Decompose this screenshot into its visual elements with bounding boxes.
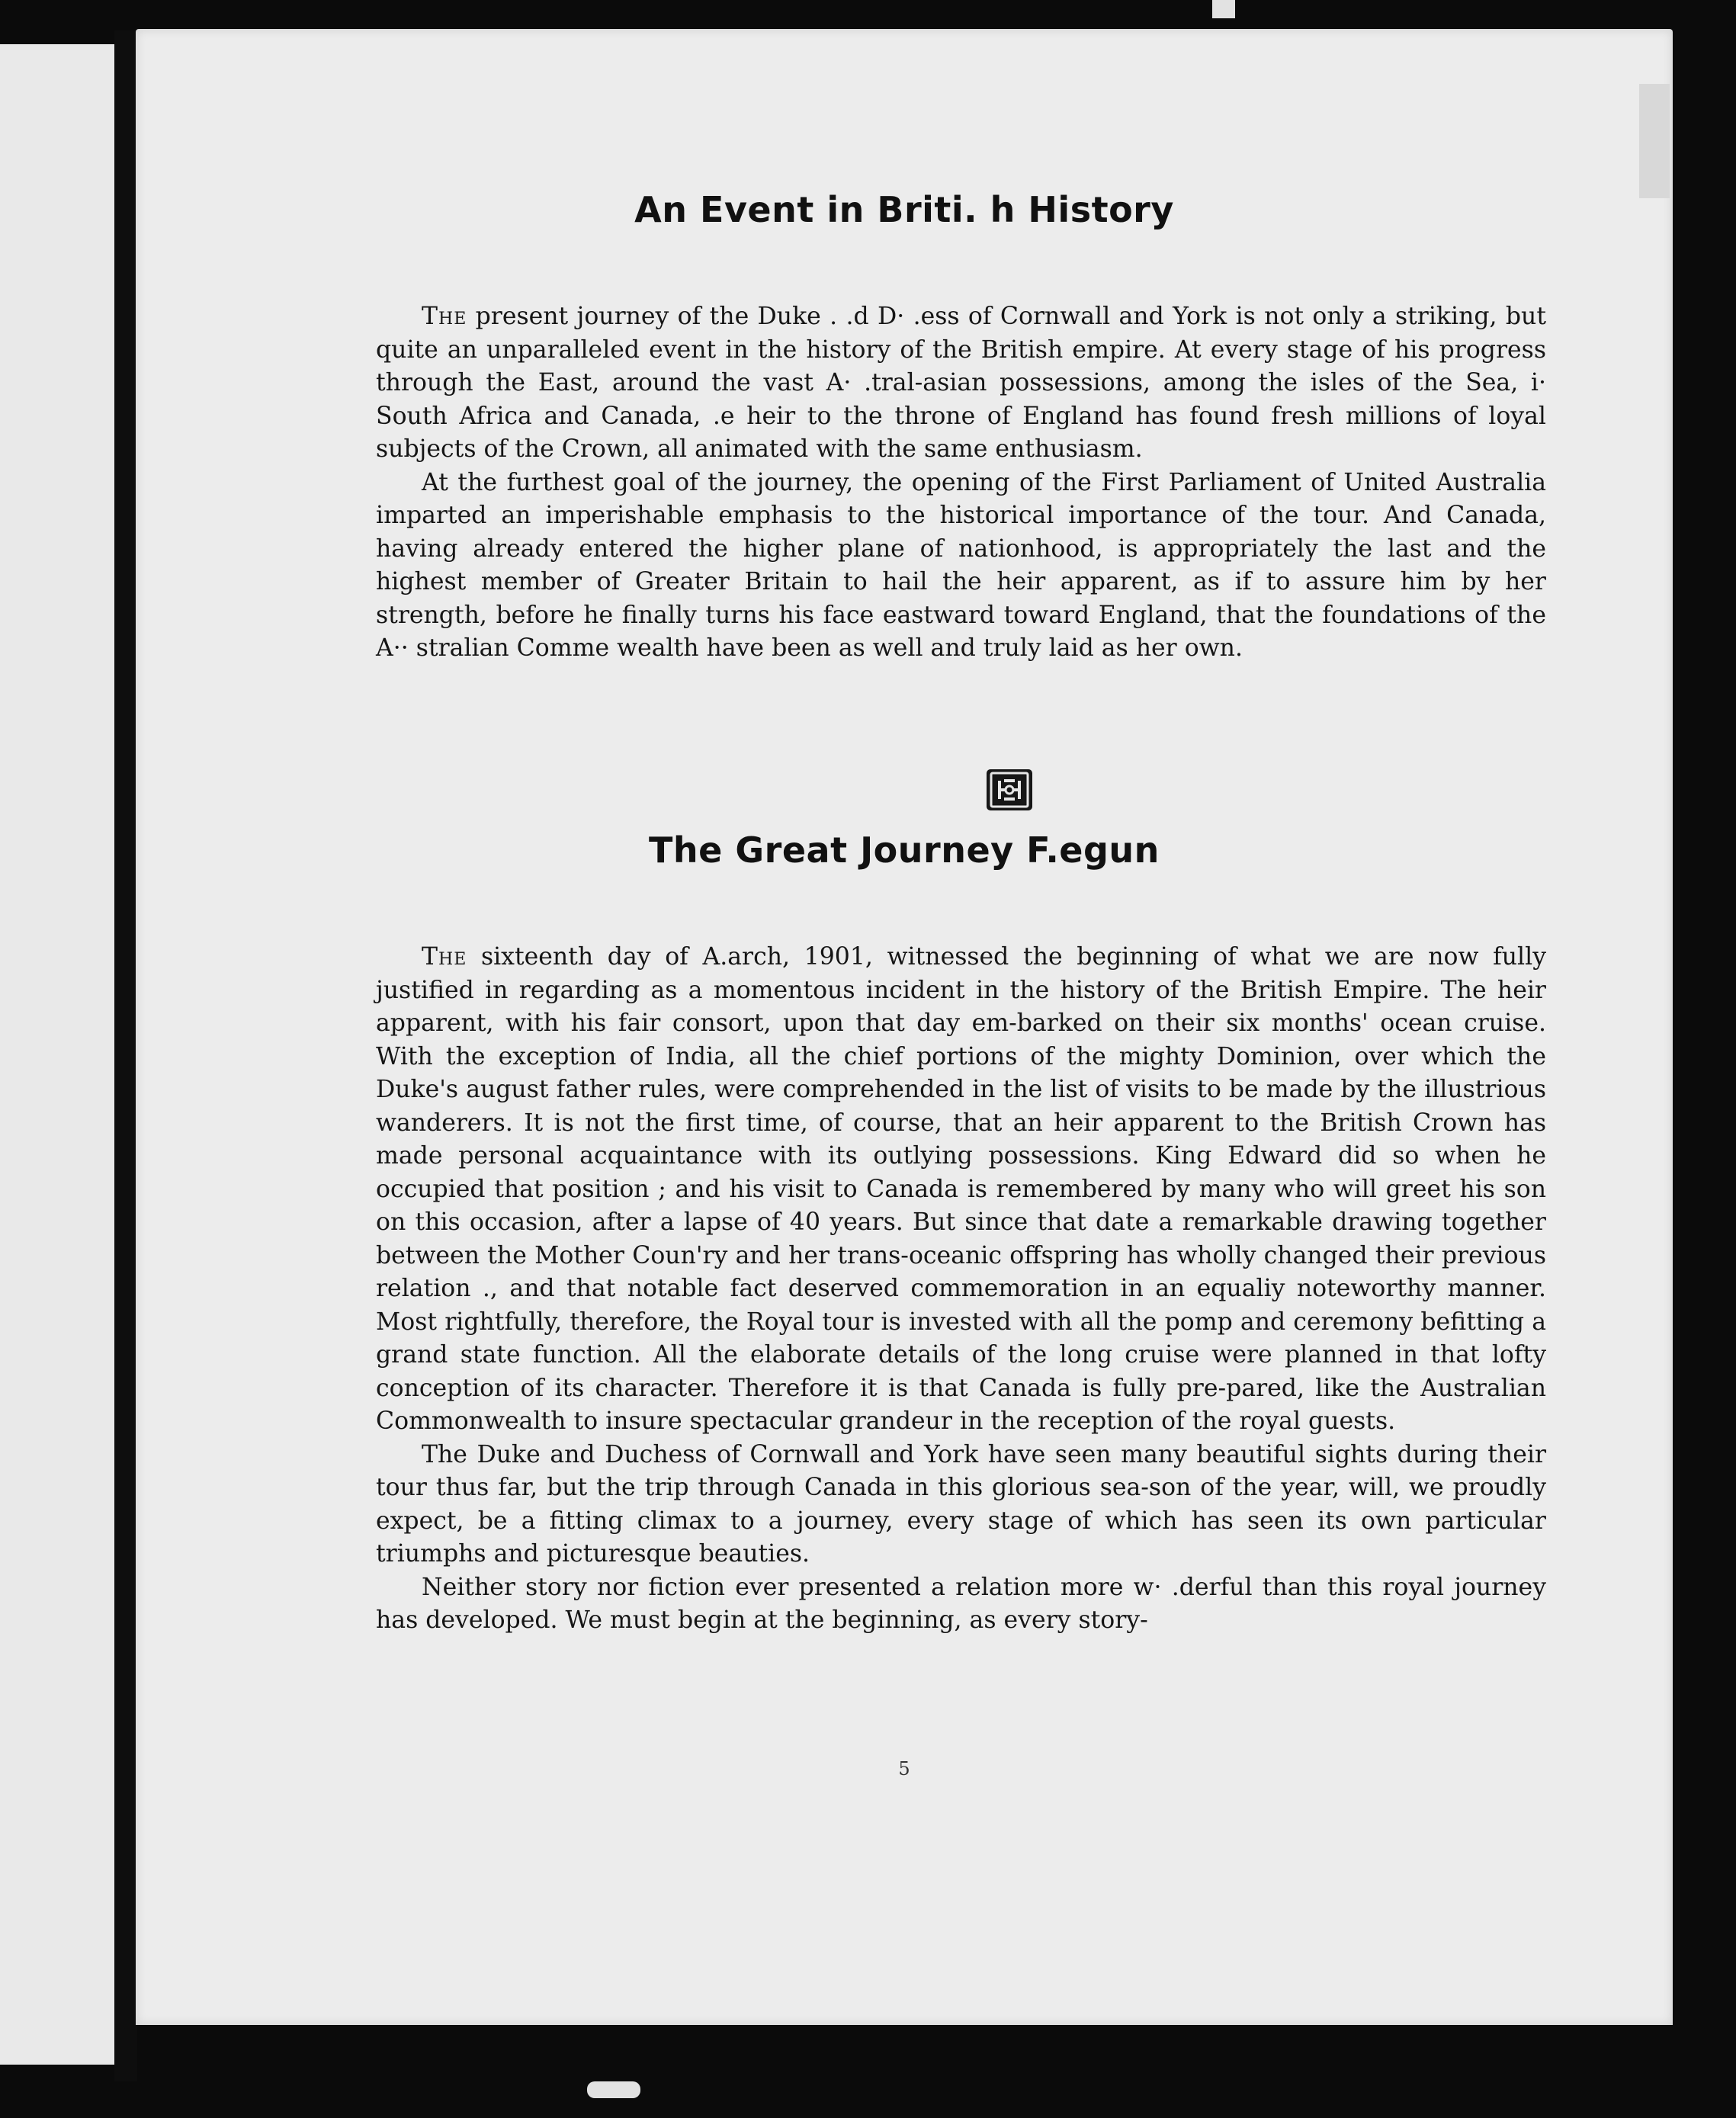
section-title-journey: The Great Journey F.egun — [649, 830, 1160, 871]
paper-scrap — [1212, 0, 1235, 18]
paragraph: The Duke and Duchess of Cornwall and York have seen many beautiful sights during their tour thus far, but the trip through Canada in this glorious sea-son of the year, will, we proudly expect, be a fitting climax to a journey, every stage of which has seen its own particular triumphs and picturesque beauties. — [376, 1440, 1546, 1568]
paragraph-lead: The — [422, 943, 467, 971]
paragraph-text: present journey of the Duke . .d D· .ess of Cornwall and York is not only a striking, but quite an unparalleled event in the history of the British empire. At every stage of his progress through the East, around the vast A· .tral-asian possessions, among the isles of the Sea, i· South Africa and Canada, .e heir to the throne of England has found fresh millions of loyal subjects of the Crown, all animated with the same enthusiasm. — [376, 303, 1546, 463]
square-emblem-icon — [986, 769, 1033, 811]
paragraph: At the furthest goal of the journey, the opening of the First Parliament of United Australia imparted an imperishable emphasis to the historical importance of the tour. And Canada, having already entered the higher plane of nationhood, is appropriately the last and the highest member of Greater Britain to hail the heir apparent, as if to assure him by her strength, before he finally turns his face eastward toward England, that the foundations of the A·· stralian Comme wealth have been as well and truly laid as her own. — [376, 468, 1546, 662]
section-body-event — [376, 300, 1546, 666]
paragraph-text: sixteenth day of A.arch, 1901, witnessed the beginning of what we are now fully justified in regarding as a momentous incident in the history of the British Empire. The heir apparent, with his fair consort, upon that day em-barked on their six months' ocean cruise. With the exception of India, all the chief portions of the mighty Dominion, over which the Duke's august father rules, were comprehended in the list of visits to be made by the illustrious wanderers. It is not the first time, of course, that an heir apparent to the British Crown has made personal acquaintance with its outlying possessions. King Edward did so when he occupied that position ; and his visit to Canada is remembered by many who will greet his son on this occasion, after a lapse of 40 years. But since that date a remarkable drawing together between the Mother Coun'ry and her trans-oceanic offspring has wholly changed their previous relation ., and that notable fact deserved commemoration in an equaliy noteworthy manner. Most rightfully, therefore, the Royal tour is invested with all the pomp and ceremony befitting a grand state function. All the elaborate details of the long cruise were planned in that lofty conception of its character. Therefore it is that Canada is fully pre-pared, like the Australian Commonwealth to insure spectacular grandeur in the reception of the royal guests. — [376, 943, 1546, 1435]
page-gutter — [114, 30, 137, 2081]
document-page — [136, 29, 1673, 2025]
paper-scrap — [587, 2081, 640, 2098]
page-number: 5 — [898, 1758, 910, 1779]
torn-edge — [1639, 84, 1670, 198]
paragraph — [376, 300, 1546, 467]
section-body-journey — [376, 941, 1546, 1638]
left-page-edge — [0, 44, 114, 2065]
paragraph-lead: The — [422, 303, 467, 330]
section-title-event: An Event in Briti. h History — [634, 189, 1174, 230]
paragraph: Neither story nor fiction ever presented a relation more w· .derful than this royal journey has developed. We must begin at the beginning, as every story- — [376, 1573, 1546, 1634]
paragraph — [376, 941, 1546, 1439]
